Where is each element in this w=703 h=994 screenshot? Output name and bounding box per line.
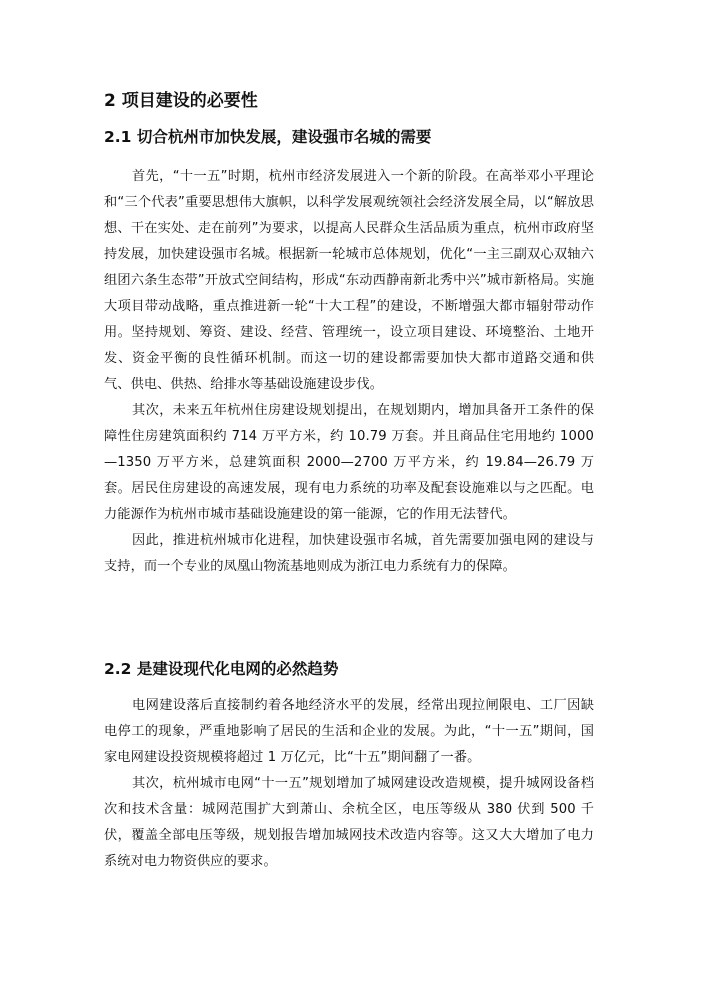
section-1-paragraph-1: 首先，“十一五”时期，杭州市经济发展进入一个新的阶段。在高举邓小平理论和“三个代表”重要思想伟大旗帜，以科学发展观统领社会经济发展全局，以“解放思想、干在实处、走在前列”为要求，以提高人民群众生活品质为重点，杭州市政府坚持发展，加快建设强市名城。根据新一轮城市总体规划，优化“一主三副双心双轴六组团六条生态带”开放式空间结构，形成“东动西静南新北秀中兴”城市新格局。实施大项目带动战略，重点推进新一轮“十大工程”的建设，不断增强大都市辐射带动作用。坚持规划、筹资、建设、经营、管理统一，设立项目建设、环境整治、土地开发、资金平衡的良性循环机制。而这一切的建设都需要加快大都市道路交通和供气、供电、供热、给排水等基础设施建设步伐。	[104, 169, 594, 392]
section-2-body	[104, 693, 594, 875]
section-1-paragraph-3: 因此，推进杭州城市化进程，加快建设强市名城，首先需要加强电网的建设与支持，而一个专业的凤凰山物流基地则成为浙江电力系统有力的保障。	[104, 533, 594, 574]
section-2-heading: 2.2 是建设现代化电网的必然趋势	[104, 660, 339, 678]
section-2-paragraph-1: 电网建设落后直接制约着各地经济水平的发展，经常出现拉闸限电、工厂因缺电停工的现象，严重地影响了居民的生活和企业的发展。为此，“十一五”期间，国家电网建设投资规模将超过 1 万亿元，比“十五”期间翻了一番。	[104, 698, 594, 765]
section-1-heading: 2.1 切合杭州市加快发展，建设强市名城的需要	[104, 128, 432, 146]
section-1-body	[104, 164, 594, 580]
chapter-heading: 2 项目建设的必要性	[104, 91, 258, 111]
section-1-paragraph-2: 其次，未来五年杭州住房建设规划提出，在规划期内，增加具备开工条件的保障性住房建筑面积约 714 万平方米，约 10.79 万套。并且商品住宅用地约 1000—1350 万平方米，总建筑面积 2000—2700 万平方米，约 19.84—26.79 万套。居民住房建设的高速发展，现有电力系统的功率及配套设施难以与之匹配。电力能源作为杭州市城市基础设施建设的第一能源，它的作用无法替代。	[104, 403, 594, 522]
section-2-paragraph-2: 其次，杭州城市电网“十一五”规划增加了城网建设改造规模，提升城网设备档次和技术含量：城网范围扩大到萧山、余杭全区，电压等级从 380 伏到 500 千伏，覆盖全部电压等级，规划报告增加城网技术改造内容等。这又大大增加了电力系统对电力物资供应的要求。	[104, 776, 594, 869]
